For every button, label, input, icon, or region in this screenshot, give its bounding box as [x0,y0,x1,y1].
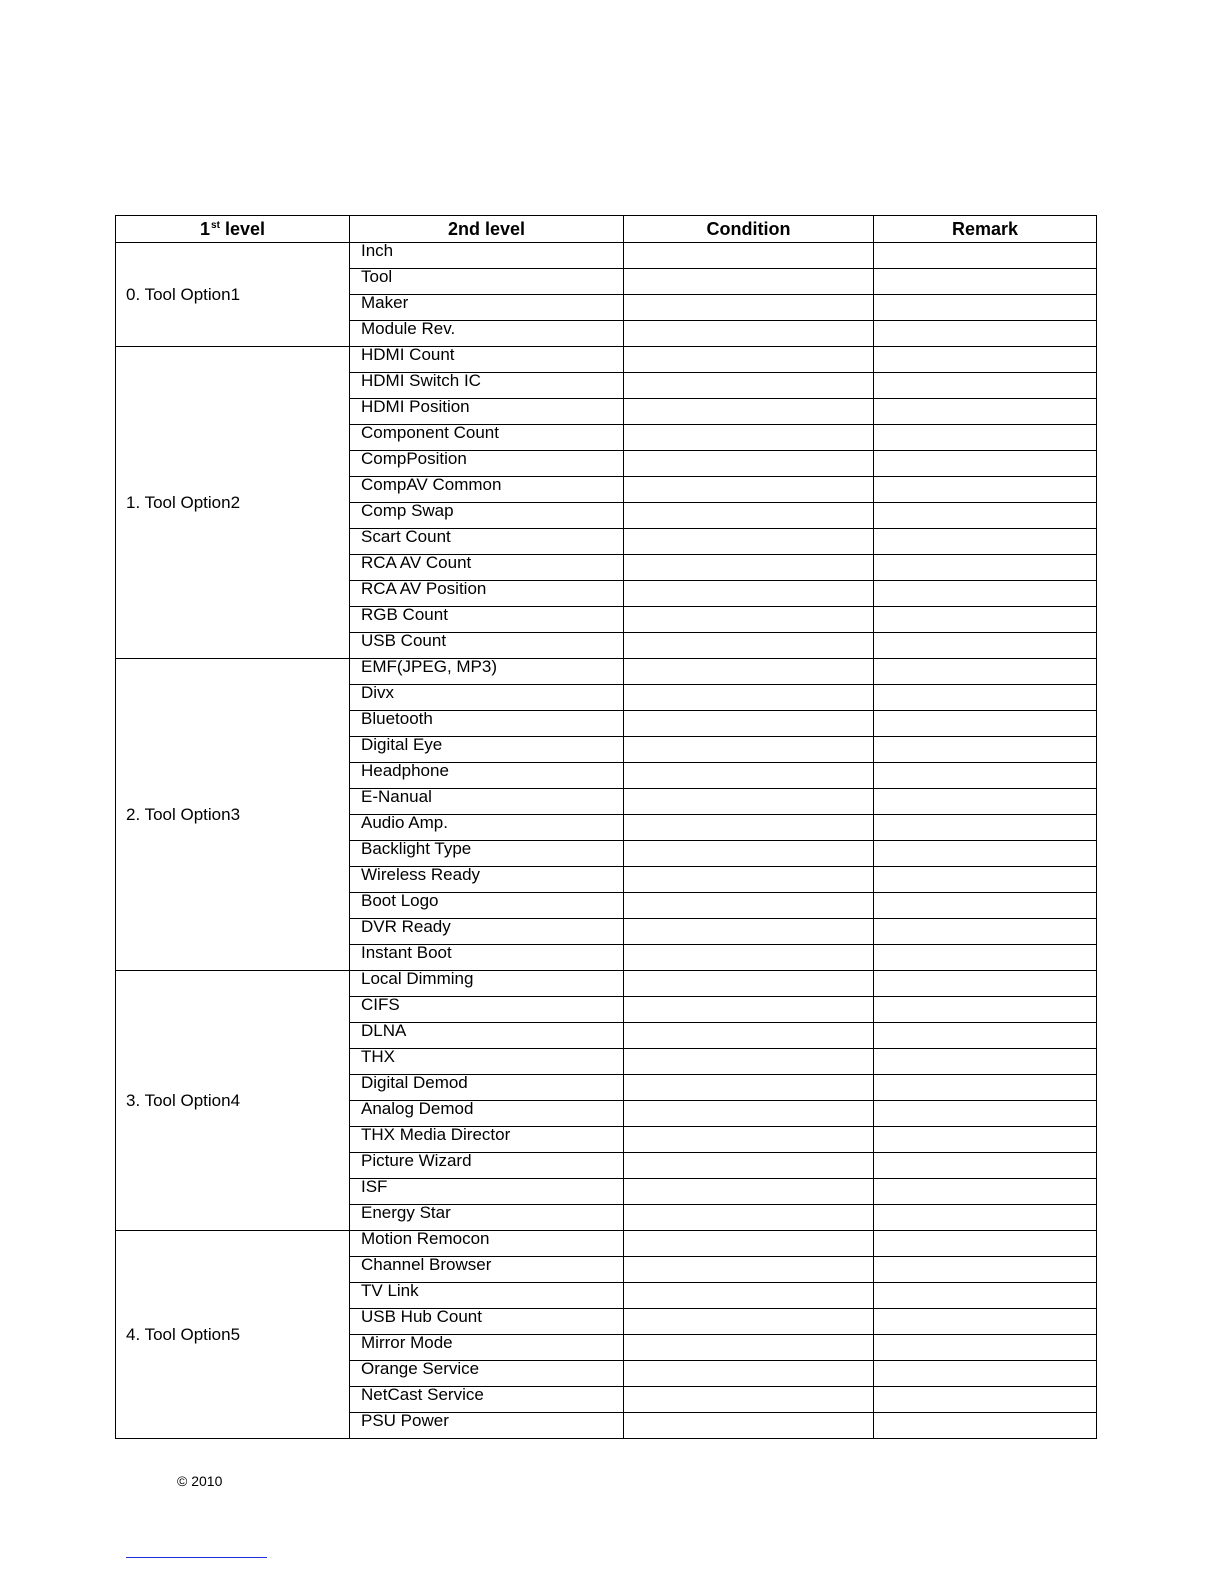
remark-cell [874,1101,1097,1127]
remark-cell [874,347,1097,373]
remark-cell [874,1179,1097,1205]
condition-cell [624,763,874,789]
second-level-cell: Tool [350,269,624,295]
remark-cell [874,425,1097,451]
remark-cell [874,1335,1097,1361]
second-level-cell: CIFS [350,997,624,1023]
remark-cell [874,893,1097,919]
condition-cell [624,997,874,1023]
second-level-cell: Energy Star [350,1205,624,1231]
second-level-cell: E-Nanual [350,789,624,815]
remark-cell [874,321,1097,347]
second-level-cell: RCA AV Position [350,581,624,607]
table-body [116,243,1097,1439]
header-1st-level-number: 1 [200,218,211,239]
remark-cell [874,399,1097,425]
remark-cell [874,269,1097,295]
condition-cell [624,1413,874,1439]
second-level-cell: Analog Demod [350,1101,624,1127]
remark-cell [874,815,1097,841]
second-level-cell: ISF [350,1179,624,1205]
second-level-cell: Local Dimming [350,971,624,997]
header-1st-level-text: level [219,218,265,239]
header-1st-level-suffix: st [211,219,220,231]
remark-cell [874,685,1097,711]
table-row [116,243,1097,269]
condition-cell [624,477,874,503]
remark-cell [874,1153,1097,1179]
condition-cell [624,867,874,893]
condition-cell [624,1075,874,1101]
remark-cell [874,1049,1097,1075]
second-level-cell: Headphone [350,763,624,789]
condition-cell [624,1257,874,1283]
condition-cell [624,1283,874,1309]
condition-cell [624,1205,874,1231]
condition-cell [624,425,874,451]
second-level-cell: CompAV Common [350,477,624,503]
condition-cell [624,893,874,919]
tool-option-table [115,215,1097,1439]
remark-cell [874,763,1097,789]
condition-cell [624,1023,874,1049]
second-level-cell: DLNA [350,1023,624,1049]
second-level-cell: Channel Browser [350,1257,624,1283]
second-level-cell: Wireless Ready [350,867,624,893]
condition-cell [624,1179,874,1205]
first-level-cell: 2. Tool Option3 [116,659,350,971]
condition-cell [624,1231,874,1257]
condition-cell [624,243,874,269]
condition-cell [624,1309,874,1335]
remark-cell [874,1075,1097,1101]
second-level-cell: Motion Remocon [350,1231,624,1257]
second-level-cell: Inch [350,243,624,269]
second-level-cell: Bluetooth [350,711,624,737]
condition-cell [624,789,874,815]
copyright-text: © 2010 [177,1473,223,1489]
condition-cell [624,607,874,633]
first-level-cell: 3. Tool Option4 [116,971,350,1231]
remark-cell [874,503,1097,529]
remark-cell [874,1309,1097,1335]
header-1st-level [116,216,350,243]
second-level-cell: TV Link [350,1283,624,1309]
second-level-cell: Picture Wizard [350,1153,624,1179]
remark-cell [874,1413,1097,1439]
second-level-cell: Audio Amp. [350,815,624,841]
condition-cell [624,347,874,373]
second-level-cell: CompPosition [350,451,624,477]
remark-cell [874,1231,1097,1257]
condition-cell [624,581,874,607]
condition-cell [624,373,874,399]
remark-cell [874,1127,1097,1153]
condition-cell [624,399,874,425]
second-level-cell: USB Count [350,633,624,659]
table-row [116,971,1097,997]
second-level-cell: Digital Demod [350,1075,624,1101]
header-2nd-level: 2nd level [350,216,624,243]
remark-cell [874,945,1097,971]
condition-cell [624,1049,874,1075]
remark-cell [874,919,1097,945]
condition-cell [624,919,874,945]
second-level-cell: Divx [350,685,624,711]
second-level-cell: NetCast Service [350,1387,624,1413]
remark-cell [874,737,1097,763]
condition-cell [624,633,874,659]
remark-cell [874,971,1097,997]
remark-cell [874,1283,1097,1309]
second-level-cell: USB Hub Count [350,1309,624,1335]
first-level-cell: 1. Tool Option2 [116,347,350,659]
second-level-cell: PSU Power [350,1413,624,1439]
table-row [116,347,1097,373]
remark-cell [874,1023,1097,1049]
table-row [116,1231,1097,1257]
condition-cell [624,971,874,997]
second-level-cell: Digital Eye [350,737,624,763]
remark-cell [874,789,1097,815]
condition-cell [624,945,874,971]
condition-cell [624,295,874,321]
second-level-cell: THX [350,1049,624,1075]
second-level-cell: HDMI Position [350,399,624,425]
second-level-cell: Mirror Mode [350,1335,624,1361]
remark-cell [874,555,1097,581]
second-level-cell: Component Count [350,425,624,451]
condition-cell [624,555,874,581]
condition-cell [624,1387,874,1413]
header-remark: Remark [874,216,1097,243]
condition-cell [624,841,874,867]
remark-cell [874,1361,1097,1387]
remark-cell [874,581,1097,607]
condition-cell [624,685,874,711]
remark-cell [874,633,1097,659]
condition-cell [624,451,874,477]
remark-cell [874,477,1097,503]
condition-cell [624,321,874,347]
remark-cell [874,711,1097,737]
condition-cell [624,1153,874,1179]
second-level-cell: DVR Ready [350,919,624,945]
remark-cell [874,373,1097,399]
second-level-cell: Maker [350,295,624,321]
remark-cell [874,295,1097,321]
footer-link-underline [126,1557,267,1558]
condition-cell [624,659,874,685]
condition-cell [624,1335,874,1361]
condition-cell [624,1127,874,1153]
remark-cell [874,997,1097,1023]
remark-cell [874,841,1097,867]
first-level-cell: 4. Tool Option5 [116,1231,350,1439]
condition-cell [624,1361,874,1387]
second-level-cell: THX Media Director [350,1127,624,1153]
condition-cell [624,529,874,555]
condition-cell [624,737,874,763]
second-level-cell: Module Rev. [350,321,624,347]
remark-cell [874,1205,1097,1231]
table-header-row [116,216,1097,243]
remark-cell [874,1387,1097,1413]
remark-cell [874,243,1097,269]
second-level-cell: EMF(JPEG, MP3) [350,659,624,685]
first-level-cell: 0. Tool Option1 [116,243,350,347]
second-level-cell: Scart Count [350,529,624,555]
second-level-cell: RGB Count [350,607,624,633]
second-level-cell: Instant Boot [350,945,624,971]
second-level-cell: RCA AV Count [350,555,624,581]
condition-cell [624,269,874,295]
second-level-cell: Orange Service [350,1361,624,1387]
remark-cell [874,659,1097,685]
remark-cell [874,451,1097,477]
table-row [116,659,1097,685]
condition-cell [624,503,874,529]
second-level-cell: HDMI Switch IC [350,373,624,399]
condition-cell [624,711,874,737]
second-level-cell: Comp Swap [350,503,624,529]
remark-cell [874,867,1097,893]
second-level-cell: Boot Logo [350,893,624,919]
remark-cell [874,1257,1097,1283]
second-level-cell: Backlight Type [350,841,624,867]
header-condition: Condition [624,216,874,243]
remark-cell [874,607,1097,633]
condition-cell [624,815,874,841]
remark-cell [874,529,1097,555]
condition-cell [624,1101,874,1127]
second-level-cell: HDMI Count [350,347,624,373]
